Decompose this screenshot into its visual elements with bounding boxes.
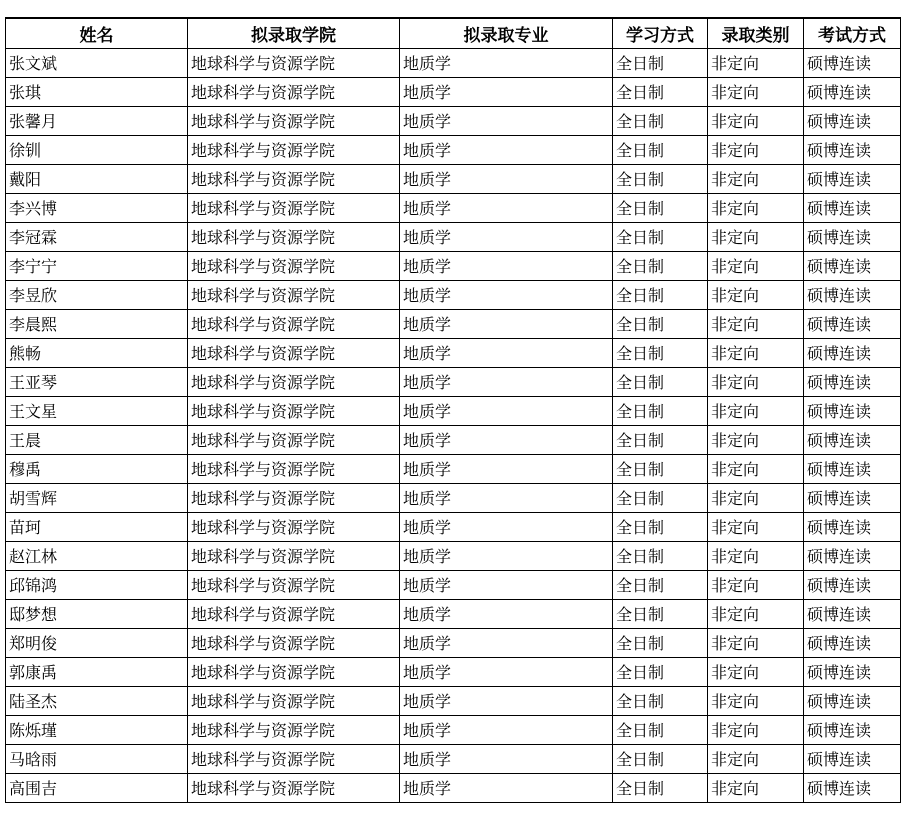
cell-college: 地球科学与资源学院 [188, 223, 400, 252]
cell-admission-type: 非定向 [708, 542, 804, 571]
cell-exam-mode: 硕博连读 [804, 107, 901, 136]
cell-name: 王亚琴 [6, 368, 188, 397]
cell-study-mode: 全日制 [613, 368, 708, 397]
cell-college: 地球科学与资源学院 [188, 542, 400, 571]
cell-college: 地球科学与资源学院 [188, 600, 400, 629]
cell-major: 地质学 [400, 281, 613, 310]
table-row [6, 426, 901, 455]
cell-exam-mode: 硕博连读 [804, 629, 901, 658]
header-name: 姓名 [6, 18, 188, 49]
cell-exam-mode: 硕博连读 [804, 484, 901, 513]
cell-major: 地质学 [400, 223, 613, 252]
table-row [6, 78, 901, 107]
cell-major: 地质学 [400, 687, 613, 716]
cell-name: 李兴博 [6, 194, 188, 223]
cell-admission-type: 非定向 [708, 658, 804, 687]
cell-college: 地球科学与资源学院 [188, 107, 400, 136]
cell-study-mode: 全日制 [613, 426, 708, 455]
cell-name: 邸梦想 [6, 600, 188, 629]
cell-study-mode: 全日制 [613, 281, 708, 310]
cell-college: 地球科学与资源学院 [188, 165, 400, 194]
cell-exam-mode: 硕博连读 [804, 49, 901, 78]
cell-name: 戴阳 [6, 165, 188, 194]
cell-major: 地质学 [400, 600, 613, 629]
cell-study-mode: 全日制 [613, 716, 708, 745]
table-row [6, 194, 901, 223]
cell-study-mode: 全日制 [613, 397, 708, 426]
table-row [6, 368, 901, 397]
table-row [6, 165, 901, 194]
table-row [6, 252, 901, 281]
cell-exam-mode: 硕博连读 [804, 571, 901, 600]
table-row [6, 397, 901, 426]
cell-study-mode: 全日制 [613, 78, 708, 107]
cell-admission-type: 非定向 [708, 223, 804, 252]
cell-admission-type: 非定向 [708, 774, 804, 803]
cell-admission-type: 非定向 [708, 397, 804, 426]
cell-study-mode: 全日制 [613, 658, 708, 687]
cell-college: 地球科学与资源学院 [188, 310, 400, 339]
cell-name: 张文斌 [6, 49, 188, 78]
cell-study-mode: 全日制 [613, 339, 708, 368]
cell-admission-type: 非定向 [708, 368, 804, 397]
cell-name: 郭康禹 [6, 658, 188, 687]
cell-exam-mode: 硕博连读 [804, 455, 901, 484]
cell-major: 地质学 [400, 542, 613, 571]
cell-college: 地球科学与资源学院 [188, 194, 400, 223]
table-row [6, 774, 901, 803]
cell-college: 地球科学与资源学院 [188, 78, 400, 107]
cell-study-mode: 全日制 [613, 629, 708, 658]
cell-admission-type: 非定向 [708, 194, 804, 223]
cell-exam-mode: 硕博连读 [804, 658, 901, 687]
cell-exam-mode: 硕博连读 [804, 223, 901, 252]
cell-major: 地质学 [400, 136, 613, 165]
cell-study-mode: 全日制 [613, 194, 708, 223]
cell-study-mode: 全日制 [613, 252, 708, 281]
cell-exam-mode: 硕博连读 [804, 310, 901, 339]
cell-admission-type: 非定向 [708, 600, 804, 629]
cell-admission-type: 非定向 [708, 107, 804, 136]
cell-college: 地球科学与资源学院 [188, 368, 400, 397]
cell-college: 地球科学与资源学院 [188, 745, 400, 774]
cell-exam-mode: 硕博连读 [804, 165, 901, 194]
cell-name: 李宁宁 [6, 252, 188, 281]
cell-major: 地质学 [400, 745, 613, 774]
cell-study-mode: 全日制 [613, 455, 708, 484]
cell-admission-type: 非定向 [708, 513, 804, 542]
header-exam-mode: 考试方式 [804, 18, 901, 49]
cell-college: 地球科学与资源学院 [188, 658, 400, 687]
cell-name: 张琪 [6, 78, 188, 107]
cell-study-mode: 全日制 [613, 310, 708, 339]
cell-admission-type: 非定向 [708, 571, 804, 600]
cell-study-mode: 全日制 [613, 165, 708, 194]
cell-study-mode: 全日制 [613, 513, 708, 542]
cell-college: 地球科学与资源学院 [188, 339, 400, 368]
table-row [6, 629, 901, 658]
cell-college: 地球科学与资源学院 [188, 455, 400, 484]
cell-exam-mode: 硕博连读 [804, 252, 901, 281]
cell-college: 地球科学与资源学院 [188, 571, 400, 600]
cell-study-mode: 全日制 [613, 600, 708, 629]
header-major: 拟录取专业 [400, 18, 613, 49]
cell-exam-mode: 硕博连读 [804, 687, 901, 716]
cell-admission-type: 非定向 [708, 484, 804, 513]
table-row [6, 687, 901, 716]
cell-major: 地质学 [400, 310, 613, 339]
cell-college: 地球科学与资源学院 [188, 513, 400, 542]
cell-name: 苗珂 [6, 513, 188, 542]
cell-name: 赵江林 [6, 542, 188, 571]
cell-admission-type: 非定向 [708, 49, 804, 78]
cell-exam-mode: 硕博连读 [804, 78, 901, 107]
cell-exam-mode: 硕博连读 [804, 136, 901, 165]
cell-exam-mode: 硕博连读 [804, 745, 901, 774]
cell-major: 地质学 [400, 78, 613, 107]
cell-exam-mode: 硕博连读 [804, 716, 901, 745]
cell-exam-mode: 硕博连读 [804, 600, 901, 629]
cell-study-mode: 全日制 [613, 223, 708, 252]
header-college: 拟录取学院 [188, 18, 400, 49]
cell-name: 熊畅 [6, 339, 188, 368]
cell-major: 地质学 [400, 774, 613, 803]
table-row [6, 571, 901, 600]
cell-name: 马晗雨 [6, 745, 188, 774]
table-row [6, 281, 901, 310]
cell-exam-mode: 硕博连读 [804, 397, 901, 426]
header-row [6, 18, 901, 49]
cell-college: 地球科学与资源学院 [188, 252, 400, 281]
table-row [6, 600, 901, 629]
cell-major: 地质学 [400, 368, 613, 397]
cell-exam-mode: 硕博连读 [804, 194, 901, 223]
cell-exam-mode: 硕博连读 [804, 426, 901, 455]
cell-admission-type: 非定向 [708, 629, 804, 658]
header-admission-type: 录取类别 [708, 18, 804, 49]
table-row [6, 716, 901, 745]
table-row [6, 658, 901, 687]
cell-major: 地质学 [400, 252, 613, 281]
cell-exam-mode: 硕博连读 [804, 339, 901, 368]
cell-name: 王文星 [6, 397, 188, 426]
cell-major: 地质学 [400, 513, 613, 542]
cell-admission-type: 非定向 [708, 310, 804, 339]
cell-admission-type: 非定向 [708, 426, 804, 455]
cell-study-mode: 全日制 [613, 687, 708, 716]
cell-name: 王晨 [6, 426, 188, 455]
cell-major: 地质学 [400, 49, 613, 78]
cell-major: 地质学 [400, 426, 613, 455]
cell-admission-type: 非定向 [708, 339, 804, 368]
cell-college: 地球科学与资源学院 [188, 397, 400, 426]
cell-college: 地球科学与资源学院 [188, 716, 400, 745]
cell-admission-type: 非定向 [708, 745, 804, 774]
cell-college: 地球科学与资源学院 [188, 687, 400, 716]
table-row [6, 223, 901, 252]
cell-college: 地球科学与资源学院 [188, 484, 400, 513]
cell-major: 地质学 [400, 455, 613, 484]
cell-admission-type: 非定向 [708, 455, 804, 484]
cell-admission-type: 非定向 [708, 136, 804, 165]
cell-name: 陆圣杰 [6, 687, 188, 716]
cell-college: 地球科学与资源学院 [188, 136, 400, 165]
cell-admission-type: 非定向 [708, 78, 804, 107]
cell-name: 陈烁瑾 [6, 716, 188, 745]
cell-major: 地质学 [400, 658, 613, 687]
table-row [6, 339, 901, 368]
cell-study-mode: 全日制 [613, 774, 708, 803]
cell-study-mode: 全日制 [613, 107, 708, 136]
cell-study-mode: 全日制 [613, 49, 708, 78]
cell-college: 地球科学与资源学院 [188, 774, 400, 803]
cell-name: 胡雪辉 [6, 484, 188, 513]
cell-name: 李晨熙 [6, 310, 188, 339]
cell-major: 地质学 [400, 165, 613, 194]
table-row [6, 107, 901, 136]
cell-major: 地质学 [400, 107, 613, 136]
cell-name: 高围吉 [6, 774, 188, 803]
cell-major: 地质学 [400, 484, 613, 513]
cell-major: 地质学 [400, 194, 613, 223]
cell-college: 地球科学与资源学院 [188, 49, 400, 78]
cell-exam-mode: 硕博连读 [804, 368, 901, 397]
cell-major: 地质学 [400, 629, 613, 658]
header-study-mode: 学习方式 [613, 18, 708, 49]
table-row [6, 49, 901, 78]
cell-name: 穆禹 [6, 455, 188, 484]
cell-admission-type: 非定向 [708, 687, 804, 716]
cell-exam-mode: 硕博连读 [804, 774, 901, 803]
cell-college: 地球科学与资源学院 [188, 426, 400, 455]
table-body [6, 49, 901, 803]
cell-name: 李昱欣 [6, 281, 188, 310]
cell-college: 地球科学与资源学院 [188, 281, 400, 310]
table-row [6, 513, 901, 542]
cell-exam-mode: 硕博连读 [804, 542, 901, 571]
cell-study-mode: 全日制 [613, 571, 708, 600]
cell-study-mode: 全日制 [613, 542, 708, 571]
cell-major: 地质学 [400, 571, 613, 600]
admission-table [5, 17, 901, 803]
cell-name: 邱锦鸿 [6, 571, 188, 600]
table-row [6, 484, 901, 513]
cell-name: 张馨月 [6, 107, 188, 136]
table-row [6, 745, 901, 774]
table-row [6, 542, 901, 571]
cell-major: 地质学 [400, 339, 613, 368]
cell-exam-mode: 硕博连读 [804, 513, 901, 542]
cell-college: 地球科学与资源学院 [188, 629, 400, 658]
table-row [6, 310, 901, 339]
cell-admission-type: 非定向 [708, 252, 804, 281]
table-row [6, 136, 901, 165]
table-row [6, 455, 901, 484]
cell-study-mode: 全日制 [613, 136, 708, 165]
cell-study-mode: 全日制 [613, 484, 708, 513]
cell-study-mode: 全日制 [613, 745, 708, 774]
cell-name: 徐钏 [6, 136, 188, 165]
cell-admission-type: 非定向 [708, 716, 804, 745]
cell-major: 地质学 [400, 397, 613, 426]
cell-exam-mode: 硕博连读 [804, 281, 901, 310]
cell-admission-type: 非定向 [708, 281, 804, 310]
cell-major: 地质学 [400, 716, 613, 745]
cell-name: 郑明俊 [6, 629, 188, 658]
cell-name: 李冠霖 [6, 223, 188, 252]
cell-admission-type: 非定向 [708, 165, 804, 194]
